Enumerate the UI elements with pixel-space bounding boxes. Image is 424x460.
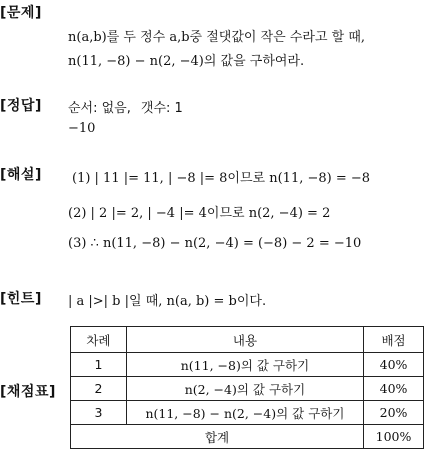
answer-count: 갯수: 1 (140, 101, 183, 116)
problem-tag: [문제] (0, 5, 42, 21)
problem-line-2: n(11, −8) − n(2, −4)의 값을 구하여라. (68, 54, 305, 69)
solution-step-2: (2) | 2 |= 2, | −4 |= 4이므로 n(2, −4) = 2 (68, 206, 331, 221)
table-total-row (71, 425, 424, 449)
hint-text: | a |>| b |일 때, n(a, b) = b이다. (68, 294, 267, 309)
row-no: 2 (71, 377, 127, 401)
problem-line-1: n(a,b)를 두 정수 a,b중 절댓값이 작은 수라고 할 때, (68, 30, 366, 45)
rubric-tag: [채점표] (0, 384, 56, 400)
row-content: n(11, −8)의 값 구하기 (126, 353, 363, 377)
answer-line (68, 97, 183, 116)
table-row (71, 377, 424, 401)
header-order: 차례 (71, 327, 127, 353)
answer-value: −10 (68, 121, 96, 136)
table-header-row (71, 327, 424, 353)
answer-order: 순서: 없음, (68, 101, 131, 116)
table-row (71, 401, 424, 425)
row-content: n(11, −8) − n(2, −4)의 값 구하기 (126, 401, 363, 425)
header-score: 배점 (364, 327, 424, 353)
row-content: n(2, −4)의 값 구하기 (126, 377, 363, 401)
solution-step-1: (1) | 11 |= 11, | −8 |= 8이므로 n(11, −8) = −8 (72, 171, 371, 186)
solution-tag: [해설] (0, 167, 42, 183)
header-content: 내용 (126, 327, 363, 353)
total-score: 100% (364, 425, 424, 449)
hint-tag: [힌트] (0, 291, 42, 307)
row-score: 40% (364, 353, 424, 377)
total-label: 합계 (71, 425, 364, 449)
row-score: 40% (364, 377, 424, 401)
rubric-table (70, 326, 424, 449)
row-no: 3 (71, 401, 127, 425)
solution-step-3: (3) ∴ n(11, −8) − n(2, −4) = (−8) − 2 = −10 (68, 236, 362, 251)
row-score: 20% (364, 401, 424, 425)
table-row (71, 353, 424, 377)
row-no: 1 (71, 353, 127, 377)
answer-tag: [정답] (0, 98, 42, 114)
